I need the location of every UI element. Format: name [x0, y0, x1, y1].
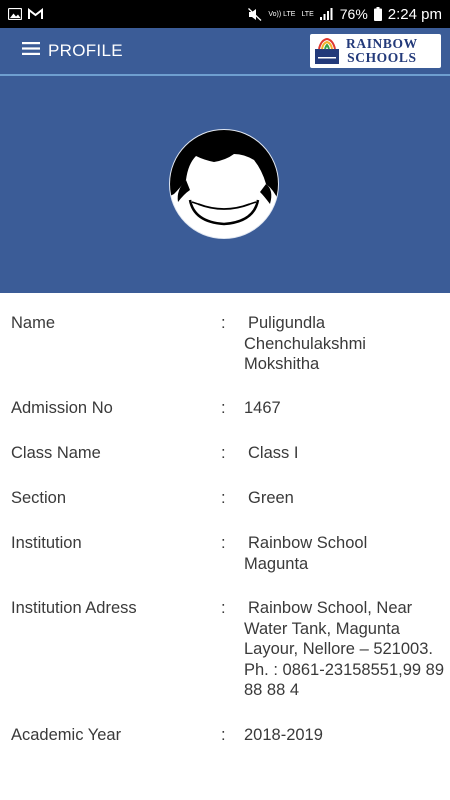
status-bar — [0, 0, 450, 28]
status-right — [248, 6, 442, 23]
detail-value: 1467 — [244, 399, 281, 417]
detail-separator: : — [221, 444, 226, 462]
app-bar — [0, 28, 450, 74]
battery-percent: 76% — [339, 6, 368, 22]
signal-icon — [320, 8, 334, 20]
detail-value: Puligundla Chenchulakshmi Mokshitha — [244, 314, 366, 373]
rainbow-logo-icon — [314, 37, 340, 65]
lte-indicator: LTE — [301, 10, 314, 18]
detail-label: Admission No — [11, 399, 113, 417]
detail-value: Rainbow School Magunta — [244, 534, 368, 573]
logo-line-2: SCHOOLS — [347, 50, 417, 65]
detail-value: Class I — [248, 444, 299, 462]
detail-label: Section — [11, 489, 67, 507]
avatar-image — [170, 130, 278, 238]
detail-separator: : — [221, 314, 226, 332]
profile-avatar[interactable] — [170, 130, 278, 238]
detail-label: Class Name — [11, 444, 101, 462]
detail-label: Institution Adress — [11, 599, 137, 617]
profile-details — [0, 293, 450, 800]
detail-separator: : — [221, 726, 226, 744]
profile-header — [0, 76, 450, 293]
menu-button[interactable] — [0, 28, 40, 74]
rainbow-schools-logo — [310, 34, 441, 68]
detail-label: Academic Year — [11, 726, 122, 744]
battery-icon — [374, 7, 382, 21]
detail-value: Rainbow School, Near Water Tank, Magunta Layour, Nellore – 521003. Ph. : 0861-23158551,99 89 88 88 4 — [244, 599, 445, 699]
logo-line-1: RAINBOW — [346, 36, 418, 51]
detail-value: Green — [248, 489, 294, 507]
detail-label: Institution — [11, 534, 82, 552]
mute-icon — [248, 8, 262, 21]
detail-separator: : — [221, 489, 226, 507]
logo-text — [346, 37, 418, 65]
clock: 2:24 pm — [387, 5, 442, 23]
gallery-notification-icon — [8, 8, 22, 20]
volte-indicator: Vo)) LTE — [268, 10, 296, 18]
detail-separator: : — [221, 399, 226, 417]
hamburger-menu-icon — [22, 42, 40, 60]
detail-label: Name — [11, 314, 56, 332]
page-title: PROFILE — [48, 41, 123, 60]
detail-separator: : — [221, 534, 226, 552]
detail-separator: : — [221, 599, 226, 617]
status-left — [8, 8, 43, 20]
gmail-notification-icon — [28, 8, 43, 20]
detail-value: 2018-2019 — [244, 726, 323, 744]
